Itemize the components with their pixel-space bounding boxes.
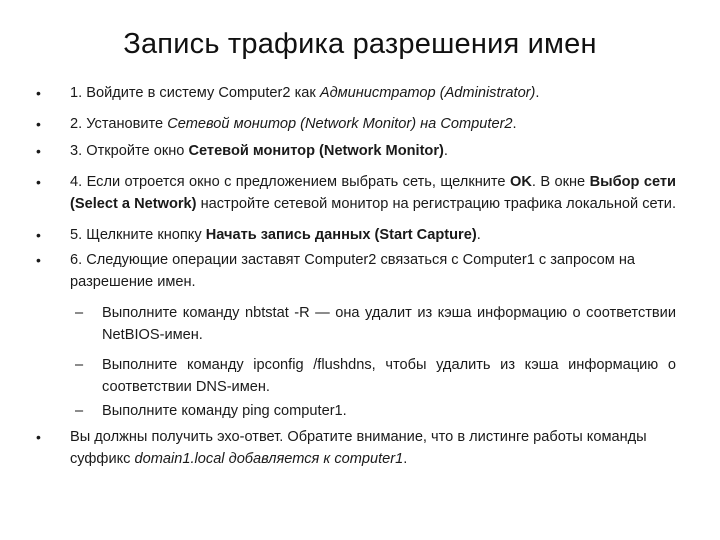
bullet-dot: •: [36, 85, 41, 101]
bullet-dot: •: [36, 227, 41, 243]
strong-text: Сетевой монитор (Network Monitor): [188, 143, 444, 159]
slide-title: Запись трафика разрешения имен: [123, 28, 597, 60]
sub-item-2: – Выполните команду ipconfig /flushdns, чтобы удалить из кэша информацию о соответствии DNS-имен.: [36, 354, 676, 398]
bullet-dot: •: [36, 252, 41, 268]
emphasis-text: добавляется к computer1: [228, 451, 404, 467]
dash-marker: –: [75, 403, 84, 419]
strong-text: OK: [509, 174, 532, 190]
bullet-list: [36, 82, 676, 470]
emphasis-text: domain1.local: [134, 451, 225, 467]
dash-marker: –: [75, 357, 84, 373]
bullet-item-2: • 2. Установите Сетевой монитор (Network Monitor) на Computer2.: [36, 113, 676, 135]
sub-item-1: – Выполните команду nbtstat -R — она удалит из кэша информацию о соответствии NetBIOS-имен.: [36, 302, 676, 346]
emphasis-text: Администратор (Administrator): [319, 85, 536, 101]
bullet-dot: •: [36, 143, 41, 159]
strong-text: Начать запись данных (Start Capture): [205, 227, 477, 243]
bullet-item-3: • 3. Откройте окно Сетевой монитор (Network Monitor).: [36, 140, 676, 162]
emphasis-text: Сетевой монитор (Network Monitor) на Computer2: [167, 116, 513, 132]
bullet-dot: •: [36, 429, 41, 445]
bullet-item-6: • 6. Следующие операции заставят Computer2 связаться с Computer1 с запросом на разрешение имен.: [36, 249, 676, 293]
bullet-item-5: • 5. Щелкните кнопку Начать запись данных (Start Capture).: [36, 224, 676, 246]
sub-item-3: – Выполните команду ping computer1.: [36, 400, 676, 422]
bullet-dot: •: [36, 174, 41, 190]
bullet-item-1: • 1. Войдите в систему Computer2 как Администратор (Administrator).: [36, 82, 676, 104]
dash-marker: –: [75, 305, 84, 321]
strong-text: Выбор сети (Select a Network): [70, 174, 676, 212]
bullet-item-7: • Вы должны получить эхо-ответ. Обратите внимание, что в листинге работы команды суффикс domain1.local добавляется к computer1.: [36, 426, 676, 470]
bullet-item-4: • 4. Если отроется окно с предложением выбрать сеть, щелкните OK. В окне Выбор сети (Select a Network) настройте сетевой монитор на регистрацию трафика локальной сети.: [36, 171, 676, 215]
bullet-dot: •: [36, 116, 41, 132]
